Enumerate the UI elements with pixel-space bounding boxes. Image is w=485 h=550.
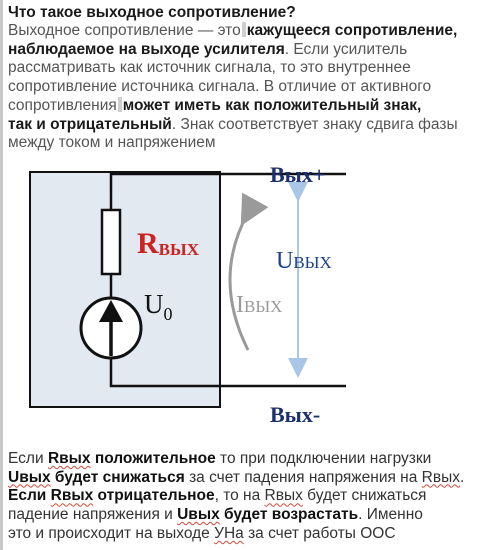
- bold-span: может иметь как положительный знак,: [122, 96, 422, 114]
- text-span: за счет работы ООС: [243, 524, 396, 542]
- text-span: падение напряжения и: [8, 506, 178, 524]
- output-impedance-diagram: [16, 160, 356, 450]
- text-cursor-mark: [242, 22, 246, 37]
- bold-span: наблюдаемое на выходе усилителя: [8, 40, 285, 58]
- resistor-symbol: [102, 210, 120, 274]
- term-span: Rвых: [264, 487, 303, 505]
- text-line: сопротивление источника сигнала. В отличие от активного: [8, 78, 432, 96]
- text-line: [8, 450, 480, 469]
- bold-term: Uвых: [177, 506, 220, 524]
- text-span: , то на: [214, 487, 265, 505]
- bold-span: так и отрицательный: [8, 115, 172, 133]
- text-line: [8, 469, 480, 488]
- bold-span: кажущееся сопротивление,: [246, 22, 458, 39]
- current-arrow: [230, 213, 248, 350]
- bold-term: Rвых: [47, 450, 91, 467]
- text-line: рассматривать как источник сигнала, то это внутреннее: [8, 59, 411, 77]
- text-span: Выходное сопротивление — это: [8, 22, 241, 39]
- text-line: [8, 487, 480, 506]
- text-cursor-mark: [118, 97, 122, 112]
- text-span: будет снижаться: [302, 487, 427, 505]
- paragraph-sign-effect: [8, 450, 480, 544]
- i-out-label: IВЫХ: [236, 292, 283, 318]
- text-span: .: [460, 468, 465, 486]
- text-line: [8, 41, 478, 60]
- bold-span: отрицательное: [93, 487, 215, 505]
- circuit-svg: [16, 160, 356, 450]
- bold-span: положительное: [90, 450, 216, 467]
- text-span: то при подключении нагрузки: [215, 450, 432, 467]
- u0-label: $U_0$: [144, 289, 173, 324]
- text-line: [8, 525, 480, 544]
- text-line: [8, 116, 478, 135]
- text-line: между током и напряжением: [8, 134, 216, 152]
- text-line: [8, 22, 478, 41]
- text-line: [8, 506, 480, 525]
- text-span: . Если усилитель: [284, 40, 408, 58]
- text-span: Если: [8, 450, 48, 467]
- article-heading: Что такое выходное сопротивление?: [8, 4, 296, 21]
- text-span: . Именно: [358, 506, 423, 524]
- paragraph-definition: [8, 22, 478, 153]
- text-line: [8, 97, 478, 116]
- source-box: [30, 172, 220, 407]
- text-span: . Знак соответствует знаку сдвига фазы: [171, 115, 458, 133]
- text-span: сопротивления: [8, 96, 117, 114]
- term-span: УНа: [214, 524, 244, 542]
- bold-span: будет снижаться: [50, 468, 185, 486]
- text-span: за счет падения напряжения на: [184, 468, 422, 486]
- text-span: это и происходит на выходе: [8, 524, 215, 542]
- u-out-label: UВЫХ: [276, 248, 332, 274]
- left-margin-rule: [0, 0, 3, 550]
- term-span: Rвых: [421, 468, 460, 486]
- bold-term: Uвых: [8, 468, 51, 486]
- output-plus-label: Вых+: [270, 162, 326, 187]
- output-minus-label: Вых-: [270, 402, 321, 427]
- bold-span: будет возрастать: [219, 506, 359, 524]
- bold-term: Rвых: [50, 487, 94, 505]
- bold-span: Если: [8, 487, 51, 505]
- r-out-label: RВЫХ: [137, 227, 199, 260]
